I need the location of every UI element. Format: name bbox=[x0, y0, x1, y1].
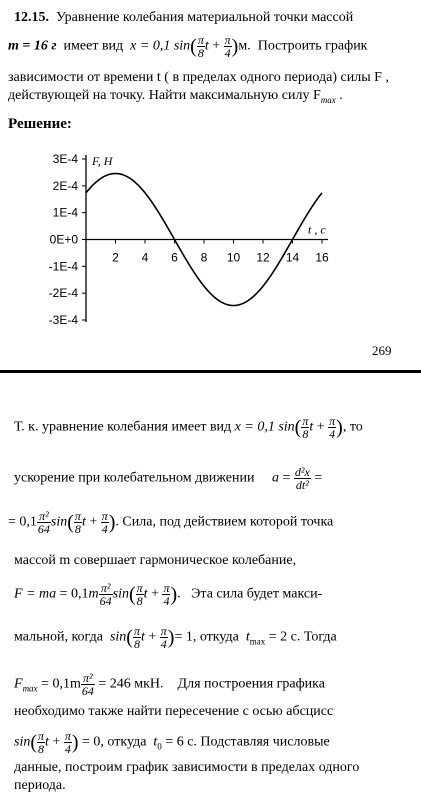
page-divider bbox=[0, 370, 421, 373]
tmax-subscript: max bbox=[249, 636, 266, 647]
solution-text-7-tail: Для построения графика bbox=[177, 676, 325, 692]
problem-mass: m = 16 г bbox=[8, 38, 57, 54]
problem-text-2-tail: Построить график bbox=[257, 38, 368, 54]
solution-line-9: sin( $\frac{\pi}{8}$ t + $\frac{\pi}{4}$ ) = 0, откуда $t_0 = 6$ с. Подставляя числовые bbox=[14, 729, 330, 756]
x-tick-label: 6 bbox=[171, 250, 178, 265]
solution-line-4: массой m совершает гармоническое колебание, bbox=[14, 553, 297, 568]
solution-line-3: = 0,1 $\frac{\text{π²}}{64}$ sin( $\frac{\pi}{8}$ t + $\frac{\pi}{4}$ ). Сила, под действием которой точка bbox=[8, 509, 334, 536]
equation-unit: м. bbox=[238, 38, 251, 54]
equation-lhs: x = 0,1 sin bbox=[130, 38, 191, 54]
solution-line-5: F = ma = 0,1m $\frac{\text{π²}}{64}$ sin( $\frac{\pi}{8}$ t + $\frac{\pi}{4}$ ). Эта сила будет макси- bbox=[14, 581, 323, 608]
fmax-eq: = 0,1m bbox=[41, 676, 81, 692]
y-tick-label: -2E-4 bbox=[48, 286, 78, 301]
equation-frac-1: $\frac{\pi}{8}$ bbox=[197, 33, 204, 60]
solution-line-11: периода. bbox=[14, 778, 66, 793]
t0-subscript: 0 bbox=[157, 741, 162, 752]
problem-text-2: имеет вид bbox=[63, 38, 124, 54]
x-tick-label: 10 bbox=[226, 250, 241, 265]
solution-text-2: ускорение при колебательном движении bbox=[14, 470, 255, 486]
problem-number: 12.15. bbox=[14, 10, 49, 25]
solution-line-6: мальной, когда sin( $\frac{\pi}{8}$ t + $\frac{\pi}{4}$ )= 1, откуда $t_{max} = 2$ с. Тогда bbox=[14, 624, 337, 651]
chart-layer bbox=[49, 152, 329, 327]
solution-text-1: Т. к. уравнение колебания имеет вид bbox=[14, 419, 232, 435]
solution-line-8: необходимо также найти пересечение с осью абсцисс bbox=[14, 704, 334, 719]
problem-line-1 bbox=[14, 10, 421, 26]
solution-line-2: ускорение при колебательном движении a = $\frac{\text{d²x}}{\text{dt²}}$ = bbox=[14, 465, 323, 492]
y-tick-label: -3E-4 bbox=[48, 313, 78, 327]
force-chart bbox=[0, 145, 421, 330]
y-axis-label: F, H bbox=[92, 154, 113, 168]
solution-line-1: Т. к. уравнение колебания имеет вид x = 0,1 sin( $\frac{\pi}{8}$ t + $\frac{\pi}{4}$ ), то bbox=[14, 414, 363, 441]
y-tick-label: -1E-4 bbox=[48, 259, 78, 274]
solution-line-7: $F_{max} = 0,1m$ $\frac{\text{π²}}{64}$ = 246 мкН. Для построения графика bbox=[14, 671, 325, 698]
solution-text-5: Эта сила будет макси- bbox=[191, 586, 323, 602]
x-tick-label: 2 bbox=[112, 250, 119, 265]
x-tick-label: 12 bbox=[256, 250, 270, 265]
fmax-sub-2: max bbox=[22, 683, 38, 694]
solution-label: Решение: bbox=[8, 116, 72, 132]
fmax-symbol: F bbox=[14, 676, 23, 692]
equation-frac-2: $\frac{\pi}{4}$ bbox=[224, 33, 231, 60]
y-tick-label: 1E-4 bbox=[52, 205, 78, 220]
page-number: 269 bbox=[372, 343, 392, 358]
problem-line-2: m = 16 г имеет вид x = 0,1 sin( $\frac{\pi}{8}$ t + $\frac{\pi}{4}$ )м. Построить график bbox=[8, 33, 368, 60]
tmax-symbol: t bbox=[245, 629, 250, 645]
solution-text-6-tail: = 2 с. Тогда bbox=[268, 629, 337, 645]
y-tick-label: 2E-4 bbox=[52, 178, 78, 193]
solution-text-1-post: , то bbox=[342, 419, 363, 435]
problem-text-4: действующей на точку. Найти максимальную силу F bbox=[8, 88, 321, 103]
solution-text-6-mid: = 1, откуда bbox=[174, 629, 239, 645]
x-axis-label: t , c bbox=[308, 222, 326, 237]
solution-line-10: данные, построим график зависимости в пределах одного bbox=[14, 760, 360, 775]
solution-text-9-mid: = 0, откуда bbox=[82, 734, 147, 750]
x-tick-label: 14 bbox=[285, 250, 300, 265]
t0-symbol: t bbox=[153, 734, 158, 750]
problem-text-1: Уравнение колебания материальной точки массой bbox=[56, 10, 354, 25]
solution-text-6-pre: мальной, когда bbox=[14, 629, 103, 645]
x-tick-label: 16 bbox=[315, 250, 329, 265]
problem-line-3: зависимости от времени t ( в пределах одного периода) силы F , bbox=[8, 70, 389, 85]
solution-text-9-tail: = 6 с. Подставляя числовые bbox=[165, 734, 330, 750]
x-tick-label: 4 bbox=[141, 250, 149, 265]
accel-frac: $\frac{\text{d²x}}{\text{dt²}}$ bbox=[294, 465, 310, 492]
solution-text-3: . Сила, под действием которой точка bbox=[115, 514, 334, 530]
y-tick-label: 0E+0 bbox=[49, 232, 78, 247]
x-tick-label: 8 bbox=[200, 250, 208, 265]
y-tick-label: 3E-4 bbox=[52, 152, 78, 166]
problem-line-4: действующей на точку. Найти максимальную силу $F_{max}$ . bbox=[8, 88, 343, 105]
fmax-subscript: max bbox=[320, 94, 336, 105]
fmax-value: = 246 мкН. bbox=[98, 676, 164, 692]
